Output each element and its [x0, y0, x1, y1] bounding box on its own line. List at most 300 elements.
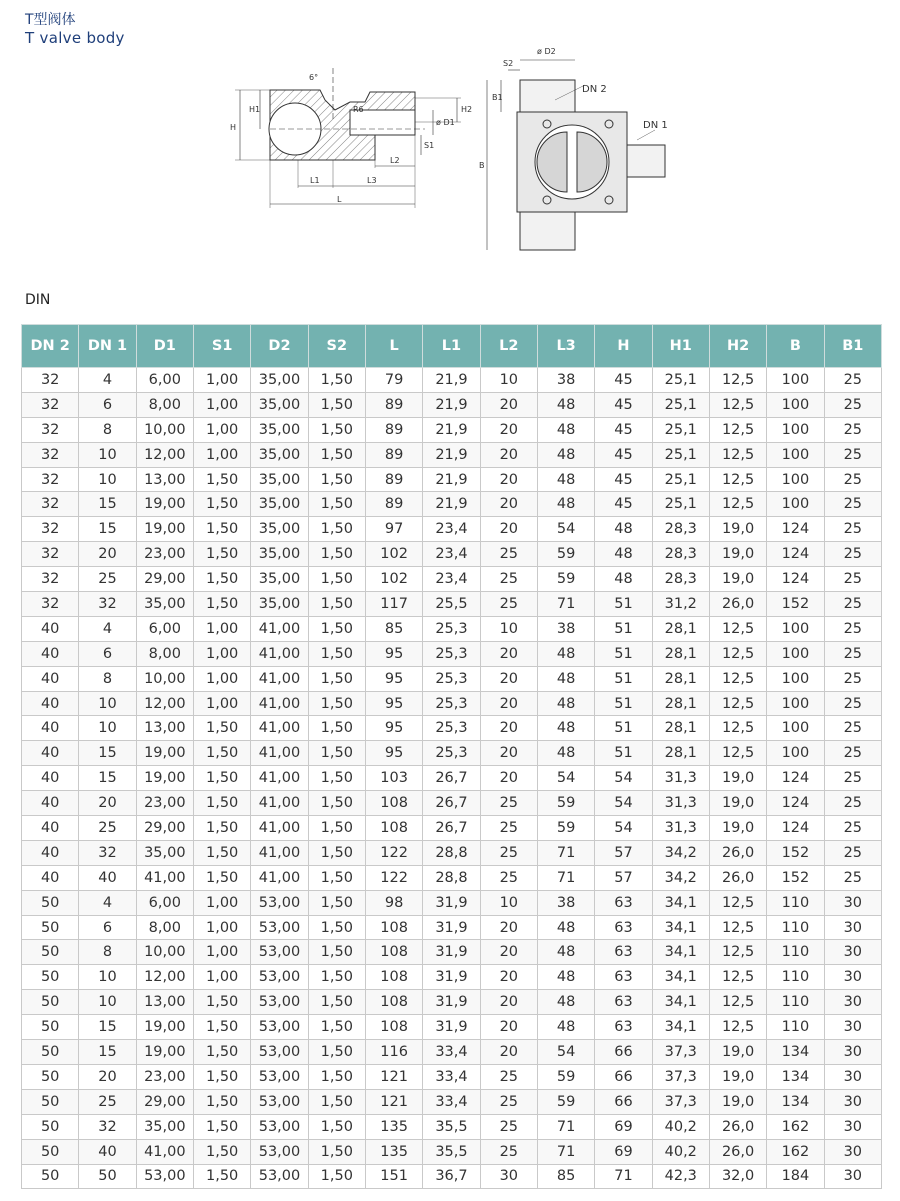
table-cell: 19,00	[136, 1015, 193, 1040]
table-cell: 32	[22, 592, 79, 617]
table-cell: 100	[767, 741, 824, 766]
table-cell: 20	[480, 467, 537, 492]
h2-label: H2	[461, 105, 473, 114]
table-cell: 1,50	[308, 691, 365, 716]
table-cell: 23,00	[136, 542, 193, 567]
table-cell: 26,7	[423, 766, 480, 791]
table-cell: 51	[595, 616, 652, 641]
table-cell: 25	[79, 1089, 136, 1114]
angle-label: 6°	[309, 73, 319, 82]
table-cell: 50	[22, 915, 79, 940]
table-cell: 48	[537, 467, 594, 492]
table-cell: 48	[537, 1015, 594, 1040]
column-header: L	[365, 325, 422, 368]
table-cell: 50	[22, 1015, 79, 1040]
table-cell: 41,00	[251, 865, 308, 890]
column-header: S2	[308, 325, 365, 368]
table-cell: 10	[79, 467, 136, 492]
table-cell: 71	[595, 1164, 652, 1189]
table-row	[22, 567, 882, 592]
table-cell: 19,0	[709, 791, 766, 816]
table-cell: 26,7	[423, 816, 480, 841]
table-cell: 35,00	[251, 567, 308, 592]
table-cell: 63	[595, 1015, 652, 1040]
table-row	[22, 368, 882, 393]
table-cell: 33,4	[423, 1064, 480, 1089]
table-row	[22, 467, 882, 492]
table-cell: 21,9	[423, 492, 480, 517]
table-cell: 21,9	[423, 392, 480, 417]
table-cell: 50	[22, 1114, 79, 1139]
table-cell: 117	[365, 592, 422, 617]
table-cell: 42,3	[652, 1164, 709, 1189]
table-cell: 12,5	[709, 492, 766, 517]
table-cell: 40,2	[652, 1139, 709, 1164]
table-cell: 25	[824, 467, 881, 492]
table-cell: 45	[595, 467, 652, 492]
table-cell: 95	[365, 666, 422, 691]
table-cell: 95	[365, 716, 422, 741]
table-cell: 108	[365, 990, 422, 1015]
table-cell: 28,8	[423, 865, 480, 890]
table-cell: 35,00	[251, 517, 308, 542]
table-cell: 30	[824, 1064, 881, 1089]
table-cell: 66	[595, 1040, 652, 1065]
table-cell: 10	[79, 716, 136, 741]
table-cell: 26,0	[709, 592, 766, 617]
table-cell: 25	[824, 840, 881, 865]
table-cell: 1,50	[308, 592, 365, 617]
table-cell: 124	[767, 517, 824, 542]
table-cell: 20	[480, 417, 537, 442]
table-cell: 25	[824, 616, 881, 641]
table-cell: 25	[824, 592, 881, 617]
table-cell: 15	[79, 1040, 136, 1065]
table-cell: 25,5	[423, 592, 480, 617]
dimensions-table	[21, 324, 882, 1189]
table-cell: 1,50	[193, 1164, 250, 1189]
table-cell: 103	[365, 766, 422, 791]
table-cell: 50	[22, 1064, 79, 1089]
table-cell: 100	[767, 392, 824, 417]
table-cell: 40	[22, 865, 79, 890]
table-cell: 28,1	[652, 741, 709, 766]
table-cell: 30	[824, 1114, 881, 1139]
table-cell: 79	[365, 368, 422, 393]
table-row	[22, 1139, 882, 1164]
table-cell: 8	[79, 666, 136, 691]
table-cell: 1,00	[193, 965, 250, 990]
table-cell: 66	[595, 1089, 652, 1114]
dn1-label: DN 1	[643, 120, 668, 131]
table-cell: 34,1	[652, 915, 709, 940]
table-cell: 20	[480, 716, 537, 741]
table-cell: 48	[537, 392, 594, 417]
table-cell: 48	[537, 990, 594, 1015]
table-row	[22, 840, 882, 865]
table-cell: 51	[595, 592, 652, 617]
table-cell: 31,9	[423, 890, 480, 915]
table-cell: 12,5	[709, 417, 766, 442]
table-cell: 1,50	[308, 492, 365, 517]
table-cell: 100	[767, 467, 824, 492]
table-cell: 48	[537, 691, 594, 716]
table-cell: 20	[480, 990, 537, 1015]
table-cell: 4	[79, 616, 136, 641]
table-row	[22, 716, 882, 741]
table-row	[22, 890, 882, 915]
table-row	[22, 741, 882, 766]
table-cell: 20	[79, 1064, 136, 1089]
table-cell: 6,00	[136, 368, 193, 393]
table-cell: 35,00	[251, 492, 308, 517]
table-cell: 53,00	[251, 890, 308, 915]
table-cell: 122	[365, 840, 422, 865]
table-cell: 162	[767, 1114, 824, 1139]
table-cell: 40	[79, 865, 136, 890]
table-cell: 71	[537, 865, 594, 890]
table-cell: 36,7	[423, 1164, 480, 1189]
table-cell: 25	[480, 592, 537, 617]
table-cell: 1,50	[308, 442, 365, 467]
table-cell: 54	[595, 766, 652, 791]
table-cell: 1,50	[193, 816, 250, 841]
table-cell: 89	[365, 417, 422, 442]
table-row	[22, 766, 882, 791]
table-cell: 1,50	[308, 517, 365, 542]
table-cell: 110	[767, 990, 824, 1015]
table-cell: 10	[480, 616, 537, 641]
table-cell: 1,50	[193, 716, 250, 741]
table-cell: 69	[595, 1114, 652, 1139]
table-cell: 28,8	[423, 840, 480, 865]
table-cell: 63	[595, 915, 652, 940]
table-cell: 35,00	[251, 442, 308, 467]
table-cell: 35,00	[251, 592, 308, 617]
table-cell: 12,5	[709, 467, 766, 492]
table-cell: 1,50	[308, 965, 365, 990]
table-cell: 28,1	[652, 666, 709, 691]
table-cell: 30	[824, 1164, 881, 1189]
table-cell: 37,3	[652, 1064, 709, 1089]
table-cell: 51	[595, 741, 652, 766]
table-cell: 20	[480, 492, 537, 517]
table-cell: 41,00	[251, 741, 308, 766]
table-cell: 34,1	[652, 965, 709, 990]
table-cell: 152	[767, 592, 824, 617]
table-cell: 1,00	[193, 915, 250, 940]
table-cell: 19,00	[136, 517, 193, 542]
table-cell: 108	[365, 1015, 422, 1040]
table-cell: 1,50	[308, 816, 365, 841]
table-cell: 40	[22, 766, 79, 791]
table-cell: 1,50	[308, 766, 365, 791]
table-cell: 122	[365, 865, 422, 890]
table-cell: 25	[824, 492, 881, 517]
table-cell: 25,3	[423, 666, 480, 691]
table-cell: 1,50	[308, 990, 365, 1015]
table-cell: 50	[22, 1040, 79, 1065]
table-cell: 95	[365, 741, 422, 766]
table-cell: 15	[79, 766, 136, 791]
table-cell: 31,3	[652, 766, 709, 791]
table-cell: 35,00	[251, 368, 308, 393]
table-cell: 1,50	[308, 1064, 365, 1089]
table-cell: 30	[824, 1139, 881, 1164]
table-cell: 41,00	[251, 616, 308, 641]
table-cell: 35,00	[251, 417, 308, 442]
table-cell: 1,00	[193, 940, 250, 965]
d1-label: ø D1	[436, 118, 455, 127]
table-cell: 12,5	[709, 965, 766, 990]
table-cell: 21,9	[423, 368, 480, 393]
table-cell: 50	[22, 1164, 79, 1189]
table-cell: 20	[480, 1040, 537, 1065]
table-cell: 28,3	[652, 567, 709, 592]
table-cell: 95	[365, 691, 422, 716]
table-cell: 31,3	[652, 816, 709, 841]
table-cell: 85	[365, 616, 422, 641]
column-header: S1	[193, 325, 250, 368]
table-cell: 50	[22, 940, 79, 965]
table-cell: 6	[79, 641, 136, 666]
table-cell: 28,3	[652, 517, 709, 542]
table-cell: 1,50	[308, 1089, 365, 1114]
table-cell: 40	[22, 641, 79, 666]
column-header: H	[595, 325, 652, 368]
table-cell: 19,0	[709, 567, 766, 592]
table-row	[22, 641, 882, 666]
h1-label: H1	[249, 105, 261, 114]
l-label: L	[337, 195, 342, 204]
table-cell: 38	[537, 616, 594, 641]
table-cell: 1,50	[193, 567, 250, 592]
table-cell: 71	[537, 840, 594, 865]
table-cell: 1,50	[308, 467, 365, 492]
table-cell: 40	[22, 741, 79, 766]
table-cell: 124	[767, 816, 824, 841]
table-cell: 1,00	[193, 392, 250, 417]
table-cell: 40	[22, 616, 79, 641]
table-cell: 30	[480, 1164, 537, 1189]
table-cell: 25,3	[423, 616, 480, 641]
table-cell: 110	[767, 890, 824, 915]
table-cell: 1,50	[308, 716, 365, 741]
table-row	[22, 691, 882, 716]
table-cell: 1,50	[193, 517, 250, 542]
table-cell: 53,00	[251, 1114, 308, 1139]
table-row	[22, 542, 882, 567]
table-cell: 30	[824, 990, 881, 1015]
table-cell: 37,3	[652, 1089, 709, 1114]
table-cell: 110	[767, 965, 824, 990]
table-cell: 1,50	[193, 542, 250, 567]
table-cell: 57	[595, 840, 652, 865]
table-cell: 31,3	[652, 791, 709, 816]
table-row	[22, 442, 882, 467]
table-cell: 26,7	[423, 791, 480, 816]
table-cell: 53,00	[251, 1015, 308, 1040]
table-cell: 100	[767, 641, 824, 666]
table-cell: 8	[79, 417, 136, 442]
table-cell: 28,3	[652, 542, 709, 567]
table-cell: 32	[22, 392, 79, 417]
table-cell: 32	[22, 542, 79, 567]
table-cell: 25	[824, 816, 881, 841]
table-cell: 48	[537, 417, 594, 442]
table-cell: 54	[537, 1040, 594, 1065]
table-cell: 20	[480, 392, 537, 417]
table-cell: 95	[365, 641, 422, 666]
table-cell: 20	[480, 1015, 537, 1040]
table-cell: 10	[79, 691, 136, 716]
table-cell: 71	[537, 592, 594, 617]
table-cell: 152	[767, 865, 824, 890]
table-cell: 25	[480, 865, 537, 890]
front-view	[487, 60, 665, 250]
table-cell: 32	[79, 840, 136, 865]
table-cell: 51	[595, 666, 652, 691]
table-cell: 12,5	[709, 940, 766, 965]
table-cell: 162	[767, 1139, 824, 1164]
table-cell: 12,00	[136, 691, 193, 716]
table-cell: 63	[595, 965, 652, 990]
table-cell: 12,00	[136, 442, 193, 467]
table-cell: 35,00	[251, 392, 308, 417]
table-cell: 98	[365, 890, 422, 915]
table-cell: 23,00	[136, 791, 193, 816]
table-cell: 1,50	[308, 1139, 365, 1164]
table-cell: 1,50	[308, 641, 365, 666]
table-cell: 20	[480, 442, 537, 467]
table-cell: 108	[365, 791, 422, 816]
table-cell: 48	[537, 741, 594, 766]
table-cell: 19,00	[136, 766, 193, 791]
table-cell: 32	[22, 368, 79, 393]
table-cell: 51	[595, 691, 652, 716]
table-cell: 25	[480, 1089, 537, 1114]
table-cell: 53,00	[251, 1040, 308, 1065]
table-cell: 53,00	[251, 1139, 308, 1164]
table-cell: 85	[537, 1164, 594, 1189]
table-cell: 54	[537, 766, 594, 791]
table-cell: 108	[365, 915, 422, 940]
table-cell: 1,50	[193, 865, 250, 890]
table-cell: 1,50	[193, 1114, 250, 1139]
table-cell: 53,00	[251, 1164, 308, 1189]
table-cell: 1,50	[193, 467, 250, 492]
table-cell: 19,0	[709, 1040, 766, 1065]
table-cell: 19,00	[136, 492, 193, 517]
table-cell: 100	[767, 716, 824, 741]
table-cell: 25	[824, 791, 881, 816]
table-cell: 51	[595, 716, 652, 741]
table-cell: 41,00	[251, 716, 308, 741]
table-cell: 25,1	[652, 417, 709, 442]
table-cell: 1,50	[308, 616, 365, 641]
column-header: D2	[251, 325, 308, 368]
table-cell: 38	[537, 368, 594, 393]
table-cell: 31,9	[423, 915, 480, 940]
table-cell: 25	[480, 542, 537, 567]
table-cell: 50	[22, 890, 79, 915]
table-row	[22, 1164, 882, 1189]
table-cell: 10	[79, 990, 136, 1015]
table-cell: 10,00	[136, 417, 193, 442]
table-cell: 4	[79, 890, 136, 915]
table-row	[22, 915, 882, 940]
table-cell: 40	[22, 816, 79, 841]
table-cell: 23,4	[423, 517, 480, 542]
h-label: H	[230, 123, 237, 132]
table-row	[22, 1015, 882, 1040]
table-cell: 35,00	[136, 592, 193, 617]
table-row	[22, 517, 882, 542]
table-cell: 1,50	[308, 1114, 365, 1139]
table-cell: 20	[79, 542, 136, 567]
column-header: H1	[652, 325, 709, 368]
table-cell: 20	[480, 766, 537, 791]
table-cell: 1,50	[308, 368, 365, 393]
table-cell: 48	[537, 641, 594, 666]
table-cell: 45	[595, 442, 652, 467]
table-cell: 40	[22, 716, 79, 741]
table-cell: 25,1	[652, 392, 709, 417]
table-cell: 10,00	[136, 666, 193, 691]
table-cell: 20	[480, 915, 537, 940]
table-cell: 20	[79, 791, 136, 816]
table-cell: 12,00	[136, 965, 193, 990]
l2-label: L2	[390, 156, 400, 165]
table-cell: 32	[79, 592, 136, 617]
table-cell: 1,50	[193, 1139, 250, 1164]
table-cell: 53,00	[251, 915, 308, 940]
table-cell: 19,0	[709, 1064, 766, 1089]
table-cell: 108	[365, 965, 422, 990]
table-cell: 6	[79, 392, 136, 417]
table-cell: 1,50	[308, 940, 365, 965]
table-cell: 8,00	[136, 392, 193, 417]
table-cell: 32	[22, 417, 79, 442]
table-cell: 30	[824, 940, 881, 965]
column-header: L1	[423, 325, 480, 368]
table-cell: 1,50	[308, 840, 365, 865]
table-cell: 23,00	[136, 1064, 193, 1089]
table-cell: 110	[767, 940, 824, 965]
table-cell: 1,50	[308, 542, 365, 567]
table-cell: 53,00	[251, 965, 308, 990]
table-cell: 41,00	[251, 691, 308, 716]
table-cell: 1,50	[308, 417, 365, 442]
table-cell: 1,50	[193, 741, 250, 766]
table-cell: 25,1	[652, 492, 709, 517]
table-cell: 13,00	[136, 716, 193, 741]
s1-label: S1	[424, 141, 435, 150]
table-cell: 13,00	[136, 467, 193, 492]
table-cell: 20	[480, 691, 537, 716]
table-cell: 32	[22, 517, 79, 542]
table-cell: 13,00	[136, 990, 193, 1015]
table-cell: 48	[595, 567, 652, 592]
table-cell: 121	[365, 1089, 422, 1114]
table-cell: 19,00	[136, 1040, 193, 1065]
table-cell: 32,0	[709, 1164, 766, 1189]
table-cell: 25	[824, 517, 881, 542]
table-cell: 59	[537, 791, 594, 816]
table-cell: 23,4	[423, 542, 480, 567]
table-cell: 21,9	[423, 417, 480, 442]
table-cell: 6	[79, 915, 136, 940]
